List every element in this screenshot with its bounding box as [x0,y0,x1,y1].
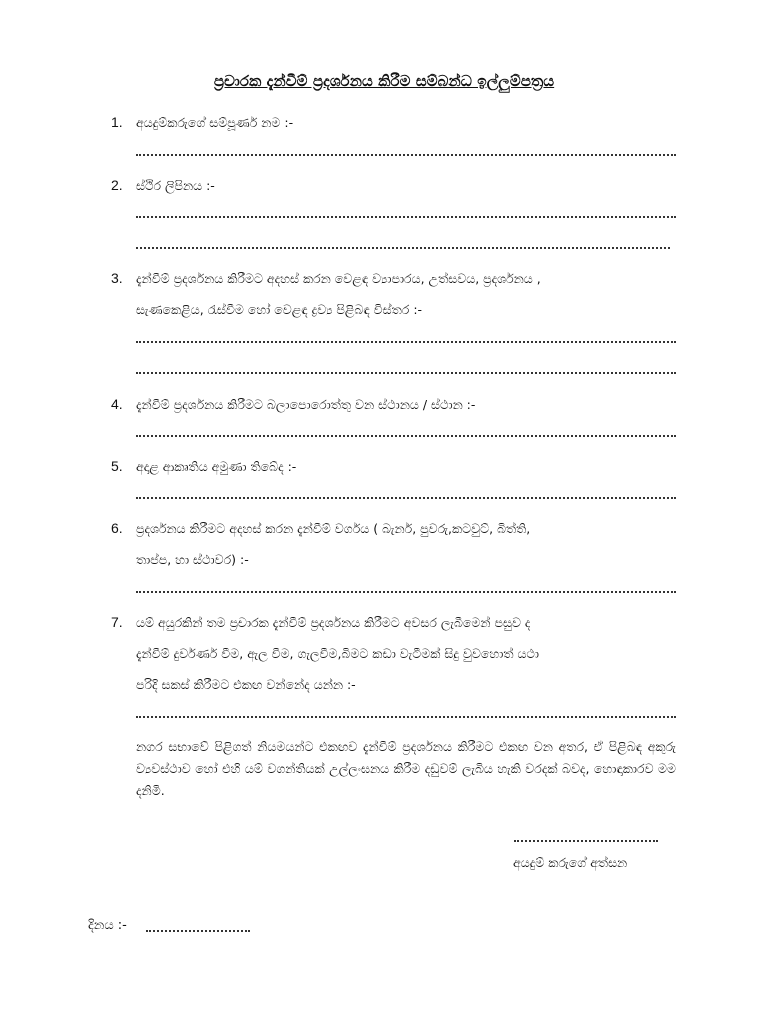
item-3-label-line-1: දැන්වීම් ප්‍රදර්ශනය කිරීමට අදහස් කරන වෙළඳ ව්‍යාපාරය, උත්සවය, ප්‍රදර්ශනය , [136,271,541,286]
item-5-answer-line[interactable] [136,491,676,499]
item-2-answer-line-2[interactable] [136,241,670,249]
item-5-number: 5. [111,458,123,474]
item-3-answer-line-1[interactable] [136,335,676,343]
item-3-label-line-2: සැණකෙළිය, රැස්වීම හෝ වෙළඳ ද්‍රව්‍ය පිළිබඳ විස්තර :- [136,302,423,317]
item-2-answer-line-1[interactable] [136,210,676,218]
item-5-label: අදාළ ආකෘතිය අමුණා තිබේද :- [136,459,297,474]
declaration-paragraph: නගර සභාවේ පිළිගත් නියමයන්ට එකඟව දැන්වීම් ප්‍රදර්ශනය කිරීමට එකඟ වන අතර, ඒ පිළිබඳ අකුරු ව්‍යවස්ථාව හෝ එහි යම් වගන්තියක් උල්ලංඝනය කිරීම දඩුවම් ලැබිය හැකි වරදක් බවද, හොඳාකාරව මම දනිමි. [136,739,676,798]
item-3-number: 3. [111,270,123,286]
item-7-label-line-1: යම් අයුරකින් තම ප්‍රචාරක දැන්වීම් ප්‍රදර්ශනය කිරීමට අවසර ලැබීමෙන් පසුව ද [136,615,531,630]
item-6-label-line-1: ප්‍රදර්ශනය කිරීමට අදහස් කරන දැන්වීම් වර්ගය ( බැනර්, පුවරු,කටවුට්, බිත්ති, [136,521,531,536]
item-2-number: 2. [111,177,123,193]
item-3-answer-line-2[interactable] [136,366,676,374]
signature-label: අයදුම් කරුගේ අත්සන [513,855,628,870]
form-title: ප්‍රචාරක දැන්වීම් ප්‍රදර්ශනය කිරීම සම්බන්ධ ඉල්ලුම්පත්‍රය [213,72,555,90]
date-label: දිනය :- [88,918,127,933]
item-7-label-line-3: පරිදි සකස් කිරීමට එකඟ වන්නේද යන්න :- [136,677,356,692]
item-7-label-line-2: දැන්වීම් දුර්වර්ණ වීම, ඇල වීම, ගැලවීම,බිමට කඩා වැටීමක් සිදු වුවහොත් යථා [136,646,540,661]
signature-line[interactable] [514,834,658,842]
item-4-number: 4. [111,396,123,412]
date-line[interactable] [146,924,250,932]
item-6-answer-line[interactable] [136,585,676,593]
item-7-number: 7. [111,614,123,630]
item-4-answer-line[interactable] [136,429,676,437]
item-7-answer-line[interactable] [136,710,676,718]
item-1-number: 1. [111,114,123,130]
item-2-label: ස්ථිර ලිපිනය :- [136,178,215,193]
item-1-answer-line[interactable] [136,148,676,156]
item-6-number: 6. [111,520,123,536]
item-4-label: දැන්වීම් ප්‍රදර්ශනය කිරීමට බලාපොරොත්තු වන ස්ථානය / ස්ථාන :- [136,397,476,412]
item-1-label: අයදුම්කරුගේ සම්පූර්ණ නම :- [136,115,294,130]
item-6-label-line-2: තාප්ප, හා ස්ථාවර) :- [136,552,249,567]
